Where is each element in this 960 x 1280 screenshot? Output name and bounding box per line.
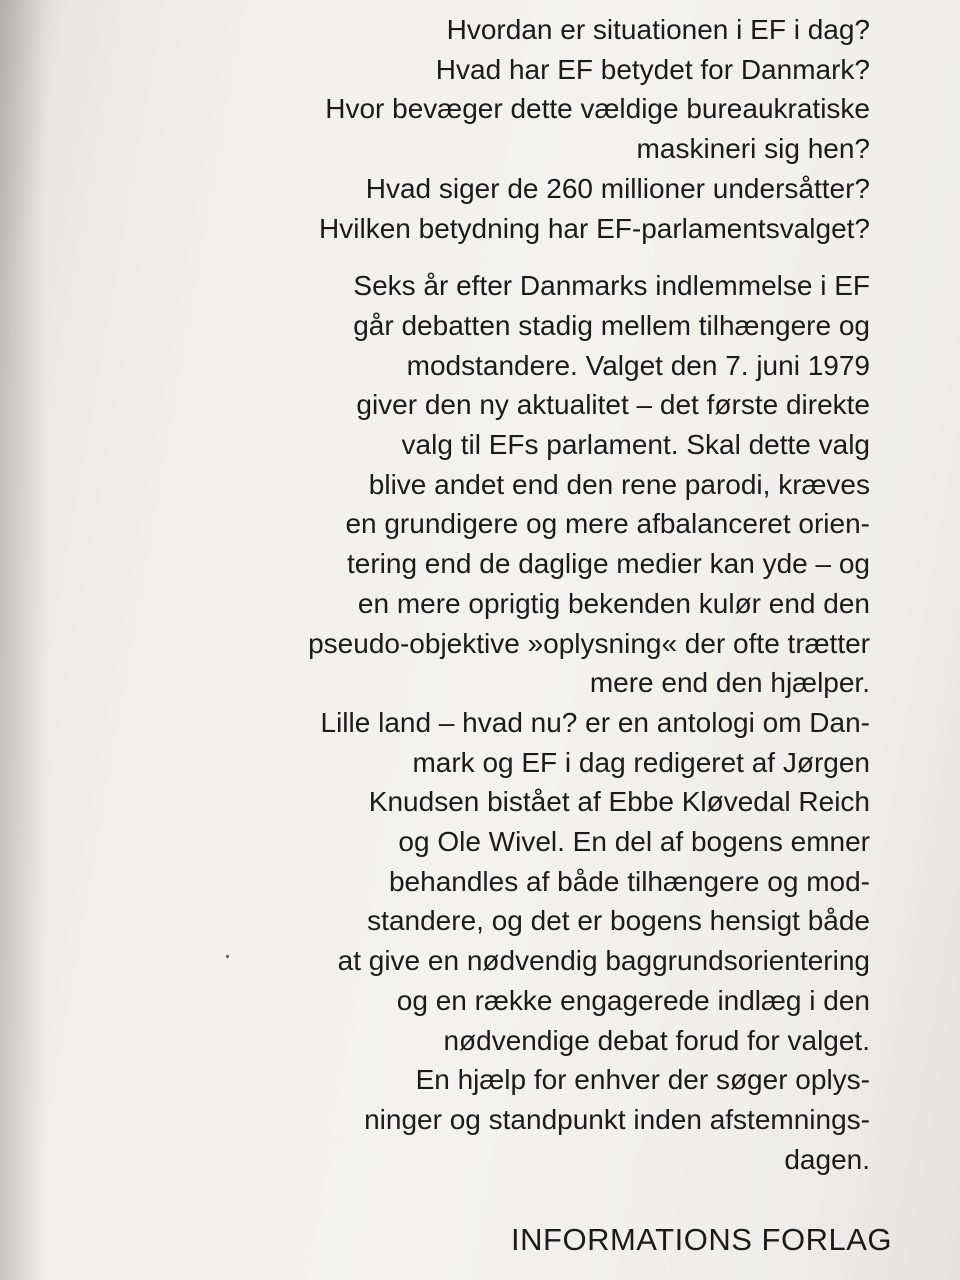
- body-line: Lille land – hvad nu? er en antologi om Dan-: [320, 706, 870, 738]
- body-line: går debatten stadig mellem tilhængere og: [353, 309, 870, 341]
- body-line: blive andet end den rene parodi, kræves: [368, 468, 870, 500]
- question-line: Hvilken betydning har EF-parlamentsvalget?: [319, 212, 870, 244]
- question-line: maskineri sig hen?: [636, 133, 870, 165]
- body-line: at give en nødvendig baggrundsorientering: [337, 945, 870, 977]
- paragraph-gap: [190, 248, 870, 266]
- body-line: nødvendige debat forud for valget.: [443, 1024, 870, 1056]
- body-line: tering end de daglige medier kan yde – og: [346, 548, 870, 580]
- body-line: En hjælp for enhver der søger oplys-: [415, 1064, 870, 1096]
- question-line: Hvordan er situationen i EF i dag?: [446, 14, 870, 45]
- blurb-text: [190, 10, 870, 1179]
- body-line: pseudo-objektive »oplysning« der ofte trætter: [308, 627, 870, 659]
- body-line: ninger og standpunkt inden afstemnings-: [364, 1103, 870, 1135]
- body-line: standere, og det er bogens hensigt både: [367, 905, 870, 937]
- body-line: giver den ny aktualitet – det første direkte: [356, 389, 870, 421]
- body-line: behandles af både tilhængere og mod-: [388, 865, 870, 897]
- body-line: Seks år efter Danmarks indlemmelse i EF: [353, 270, 870, 302]
- description-paragraph: [190, 266, 870, 1179]
- body-line: valg til EFs parlament. Skal dette valg: [401, 429, 870, 461]
- body-line: en grundigere og mere afbalanceret orien-: [345, 508, 870, 540]
- publisher-name: INFORMATIONS FORLAG: [511, 1222, 892, 1257]
- body-line: mere end den hjælper.: [589, 667, 870, 699]
- body-line: og en række engagerede indlæg i den: [396, 984, 870, 1016]
- body-line: og Ole Wivel. En del af bogens emner: [398, 826, 870, 858]
- question-line: Hvad siger de 260 millioner undersåtter?: [365, 172, 870, 204]
- body-line: en mere oprigtig bekenden kulør end den: [357, 587, 870, 619]
- body-line: dagen.: [784, 1143, 870, 1175]
- question-list: [190, 10, 870, 248]
- question-line: Hvad har EF betydet for Danmark?: [435, 53, 870, 85]
- body-line: mark og EF i dag redigeret af Jørgen: [412, 746, 870, 778]
- body-line: modstandere. Valget den 7. juni 1979: [406, 349, 870, 381]
- page-shadow: [0, 0, 48, 1280]
- question-line: Hvor bevæger dette vældige bureaukratiske: [325, 93, 870, 125]
- body-line: Knudsen bistået af Ebbe Kløvedal Reich: [368, 786, 870, 818]
